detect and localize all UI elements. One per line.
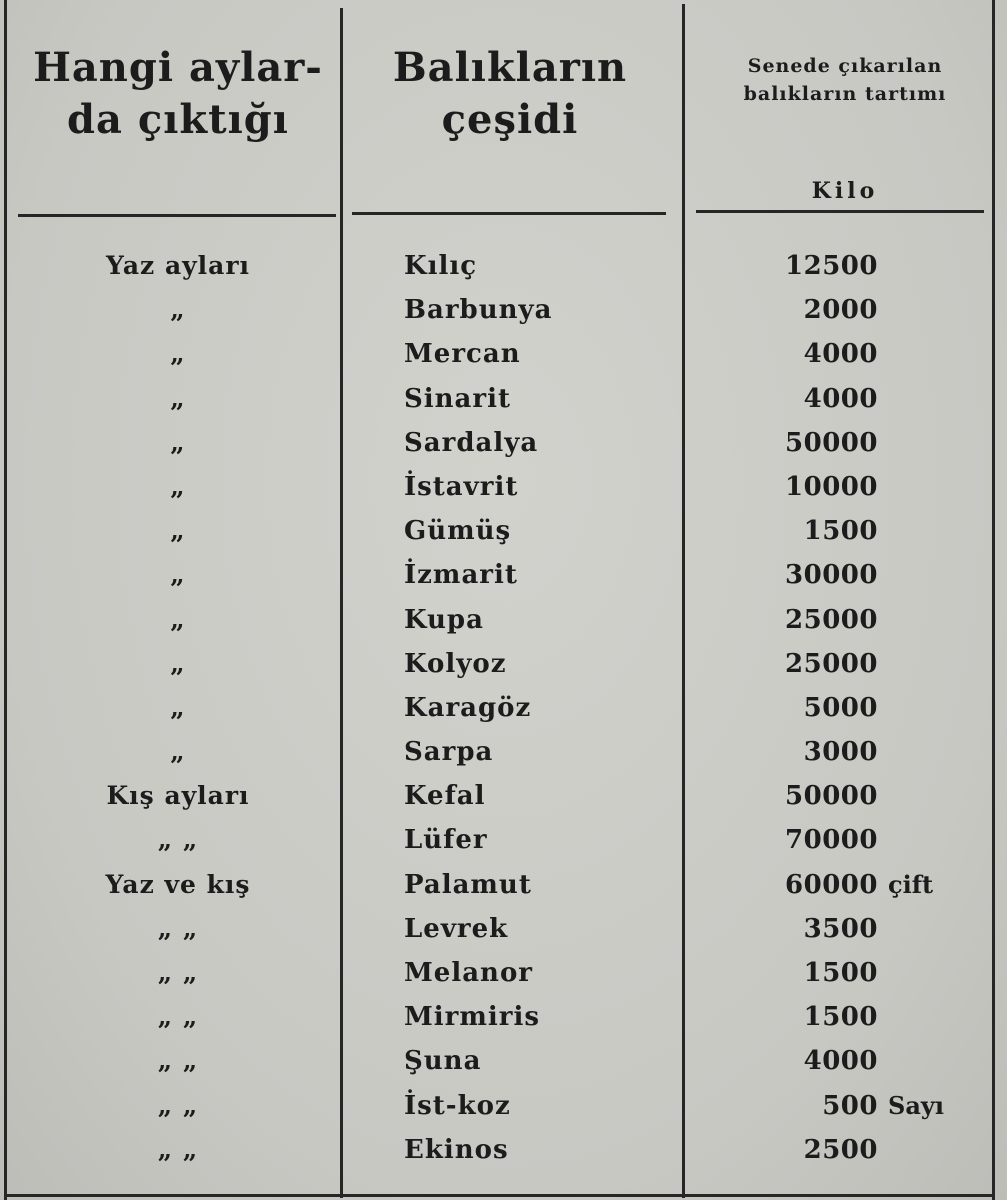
table-row [0,377,1007,421]
table-row [0,509,1007,553]
table-row [0,818,1007,862]
month-cell: „ [170,471,186,501]
month-cell: Yaz ve kış [105,869,251,899]
unit-note-cell [888,244,998,288]
fish-name-cell: Şuna [404,1046,482,1077]
table-row [0,1084,1007,1128]
unit-note-cell [888,421,998,465]
unit-note-cell [888,995,998,1039]
fish-name-cell: Ekinos [404,1134,509,1165]
month-cell: „ [170,427,186,457]
month-cell: Kış ayları [106,781,250,811]
quantity-cell: 1500 [803,958,878,988]
month-cell: „ „ [157,825,199,855]
quantity-cell: 25000 [785,604,878,635]
month-cell: „ „ [157,1090,199,1120]
month-cell: „ [170,295,186,325]
bottom-rule [4,1194,994,1197]
fish-name-cell: İzmarit [404,560,518,591]
fish-name-cell: Sinarit [404,383,511,414]
table-row [0,907,1007,951]
quantity-cell: 4000 [803,339,878,370]
quantity-cell: 2500 [803,1134,878,1165]
quantity-cell: 1500 [803,1002,878,1033]
table-row [0,598,1007,642]
header-rule-1 [18,214,336,217]
quantity-cell: 4000 [803,383,878,414]
fish-name-cell: Barbunya [404,295,553,326]
table-row [0,730,1007,774]
unit-note-cell [888,642,998,686]
table-row [0,774,1007,818]
fish-name-cell: Levrek [404,913,509,944]
header-unit: Kilo [811,178,879,204]
month-cell: Yaz ayları [105,251,251,280]
unit-note-cell [888,288,998,332]
unit-note-cell [888,332,998,376]
table-row [0,686,1007,730]
unit-note-cell [888,598,998,642]
month-cell: „ [170,648,186,678]
quantity-cell: 25000 [785,648,878,679]
quantity-cell: 60000 [785,869,878,900]
unit-note-cell [888,686,998,730]
header-months: Hangi aylar-da çıktığı [33,44,323,143]
quantity-cell: 4000 [803,1046,878,1077]
quantity-cell: 5000 [803,692,878,723]
unit-note-cell [888,774,998,818]
quantity-cell: 3500 [803,913,878,944]
quantity-cell: 50000 [785,781,878,812]
fish-name-cell: Sardalya [404,427,539,458]
quantity-cell: 70000 [785,825,878,856]
unit-note-cell [888,818,998,862]
table-row [0,553,1007,597]
unit-note-cell [888,509,998,553]
fish-name-cell: Kılıç [404,251,478,281]
unit-note-cell [888,1039,998,1083]
unit-note-cell [888,907,998,951]
month-cell: „ „ [157,1002,199,1032]
quantity-cell: 500 [822,1090,878,1121]
fish-name-cell: Mercan [404,339,521,370]
fish-name-cell: İstavrit [404,471,519,502]
unit-note-cell: çift [888,869,934,899]
table-body [0,244,1007,1172]
quantity-cell: 30000 [785,560,878,591]
unit-note-cell [888,730,998,774]
fish-name-cell: Lüfer [404,825,488,856]
unit-note-cell [888,377,998,421]
month-cell: „ [170,339,186,369]
month-cell: „ [170,737,186,767]
unit-note-cell [888,465,998,509]
month-cell: „ [170,560,186,590]
quantity-cell: 10000 [785,471,878,502]
fish-name-cell: Kolyoz [404,648,507,679]
table-row [0,995,1007,1039]
table-row [0,332,1007,376]
month-cell: „ „ [157,1134,199,1164]
header-annual-weight: Senede çıkarılan balıkların tartımı [743,55,947,105]
table-row [0,1128,1007,1172]
quantity-cell: 3000 [803,737,878,768]
quantity-cell: 1500 [803,516,878,547]
table-row [0,863,1007,907]
fish-name-cell: İst-koz [404,1090,511,1121]
header-rule-2 [352,212,666,215]
fish-name-cell: Melanor [404,958,533,988]
fish-name-cell: Karagöz [404,692,532,723]
unit-note-cell [888,1128,998,1172]
unit-note-cell [888,553,998,597]
table-row [0,244,1007,288]
month-cell: „ [170,692,186,722]
month-cell: „ [170,516,186,546]
month-cell: „ „ [157,958,199,987]
quantity-cell: 2000 [803,295,878,326]
fish-name-cell: Kupa [404,604,484,635]
table-row [0,465,1007,509]
fish-name-cell: Gümüş [404,516,512,547]
fish-name-cell: Kefal [404,781,486,812]
table-row [0,1039,1007,1083]
unit-note-cell: Sayı [888,1090,944,1120]
month-cell: „ „ [157,913,199,943]
table-row [0,288,1007,332]
quantity-cell: 12500 [785,251,878,281]
month-cell: „ [170,383,186,413]
table-row [0,642,1007,686]
fish-name-cell: Palamut [404,869,532,900]
table-row [0,421,1007,465]
month-cell: „ [170,604,186,634]
header-rule-3 [696,210,984,213]
fish-name-cell: Mirmiris [404,1002,540,1033]
unit-note-cell [888,951,998,995]
header-fish-type: Balıkların çeşidi [392,44,628,143]
fish-name-cell: Sarpa [404,737,494,768]
month-cell: „ „ [157,1046,199,1076]
quantity-cell: 50000 [785,427,878,458]
table-row [0,951,1007,995]
